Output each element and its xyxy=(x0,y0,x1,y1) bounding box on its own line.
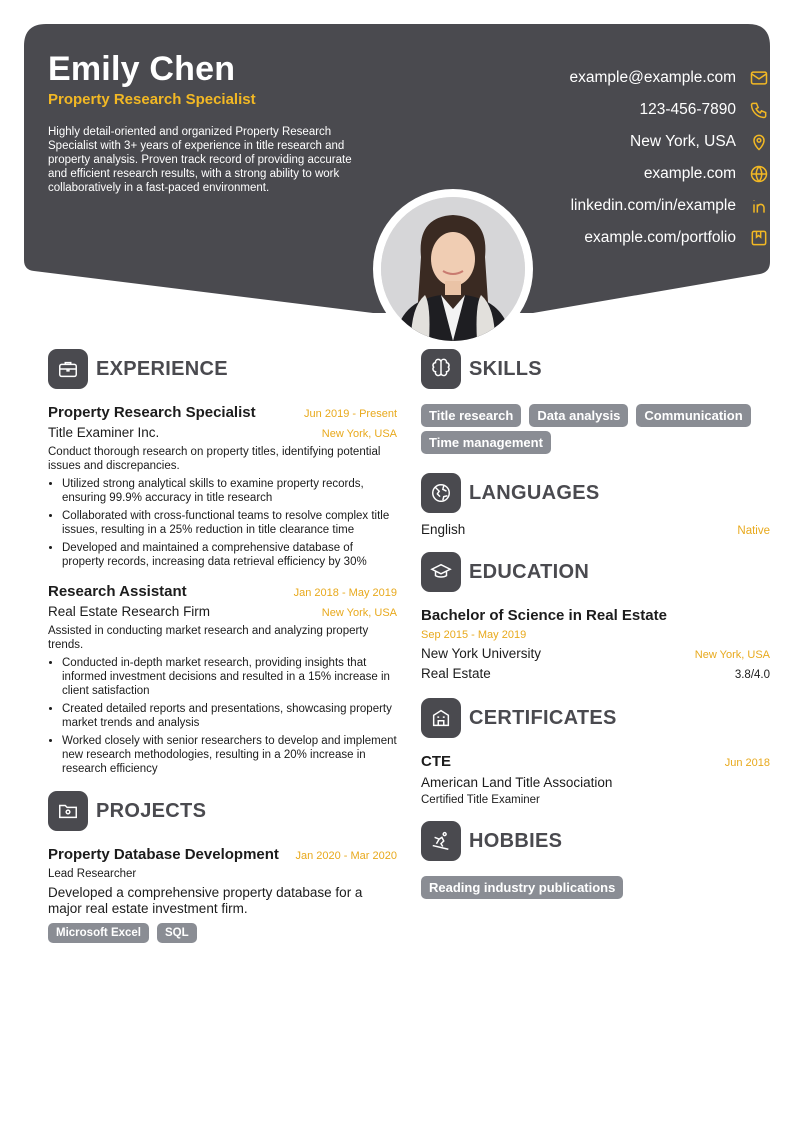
certificate-date: Jun 2018 xyxy=(724,757,770,769)
experience-item xyxy=(48,404,397,569)
globe-icon xyxy=(748,163,770,185)
job-bullet: • Conducted in-depth market research, providing insights that informed investment decisions and resulted in a 15% increase in client satisfaction xyxy=(62,656,397,698)
education-title: EDUCATION xyxy=(469,560,590,583)
hobbies-title: HOBBIES xyxy=(469,829,563,852)
gpa: 3.8/4.0 xyxy=(734,669,770,681)
language-icon xyxy=(421,473,461,513)
languages-section-header xyxy=(421,472,770,514)
education-date: Sep 2015 - May 2019 xyxy=(421,629,527,641)
contact-phone[interactable] xyxy=(440,94,770,126)
building-icon xyxy=(421,698,461,738)
profile-summary: Highly detail-oriented and organized Property Research Specialist with 3+ years of experience in title research and property analysis. Proven track record of providing accurate and efficient research results, with a strong ability to work collaboratively in a fast-paced environment. xyxy=(48,126,352,194)
skill-tag: Communication xyxy=(636,404,750,427)
job-bullet: • Developed and maintained a comprehensive database of property records, increasing data retrieval efficiency by 30% xyxy=(62,541,397,569)
candidate-name: Emily Chen xyxy=(48,50,236,88)
right-column xyxy=(421,348,770,899)
job-date: Jan 2018 - May 2019 xyxy=(293,587,397,599)
bookmark-icon xyxy=(748,227,770,249)
project-item xyxy=(48,846,397,943)
contact-portfolio-text[interactable]: example.com/portfolio xyxy=(584,229,736,246)
job-bullet: • Collaborated with cross-functional teams to resolve complex title issues, resulting in a 25% reduction in title clearance time xyxy=(62,509,397,537)
project-description: Developed a comprehensive property database for a major real estate investment firm. xyxy=(48,885,363,916)
job-role: Property Research Specialist xyxy=(48,404,256,421)
degree-name: Bachelor of Science in Real Estate xyxy=(421,607,667,624)
brain-icon xyxy=(421,349,461,389)
job-bullet: • Created detailed reports and presentations, showcasing property market trends and analysis xyxy=(62,702,397,730)
language-name: English xyxy=(421,522,466,537)
experience-item xyxy=(48,583,397,776)
mail-icon xyxy=(748,67,770,89)
certificates-title: CERTIFICATES xyxy=(469,706,617,729)
profile-photo-image xyxy=(381,197,525,341)
skill-tag: Time management xyxy=(421,431,551,454)
school-name: New York University xyxy=(421,646,542,661)
school-location: New York, USA xyxy=(694,649,770,661)
job-description: Conduct thorough research on property titles, identifying potential issues and discrepancies. xyxy=(48,446,381,472)
languages-title: LANGUAGES xyxy=(469,481,600,504)
project-tag: Microsoft Excel xyxy=(48,923,149,943)
job-location: New York, USA xyxy=(321,607,397,619)
contact-email-text[interactable]: example@example.com xyxy=(569,69,736,86)
skills-tags xyxy=(421,404,770,454)
contact-email[interactable] xyxy=(440,62,770,94)
projects-section-header xyxy=(48,790,397,832)
project-role: Lead Researcher xyxy=(48,868,137,880)
folder-icon xyxy=(48,791,88,831)
linkedin-icon xyxy=(748,195,770,217)
skiing-icon xyxy=(421,821,461,861)
contact-location-text: New York, USA xyxy=(630,133,736,150)
contact-linkedin-text[interactable]: linkedin.com/in/example xyxy=(570,197,736,214)
project-tag: SQL xyxy=(157,923,197,943)
contact-phone-text[interactable]: 123-456-7890 xyxy=(639,101,736,118)
skill-tag: Title research xyxy=(421,404,521,427)
skills-section-header xyxy=(421,348,770,390)
hobbies-section-header xyxy=(421,820,770,862)
job-date: Jun 2019 - Present xyxy=(304,408,397,420)
field-of-study: Real Estate xyxy=(421,666,491,681)
job-role: Research Assistant xyxy=(48,583,187,600)
graduation-cap-icon xyxy=(421,552,461,592)
job-bullets xyxy=(48,656,397,776)
experience-section-header xyxy=(48,348,397,390)
project-tags xyxy=(48,923,397,943)
job-company: Title Examiner Inc. xyxy=(48,425,160,440)
candidate-title: Property Research Specialist xyxy=(48,91,256,108)
certificate-issuer: American Land Title Association xyxy=(421,775,613,790)
language-item xyxy=(421,522,770,537)
job-description: Assisted in conducting market research and analyzing property trends. xyxy=(48,625,369,651)
hobby-tag: Reading industry publications xyxy=(421,876,623,899)
contact-website[interactable] xyxy=(440,158,770,190)
skills-title: SKILLS xyxy=(469,357,542,380)
certificate-item xyxy=(421,753,770,806)
job-bullets xyxy=(48,477,397,569)
education-section-header xyxy=(421,551,770,593)
job-bullet: • Utilized strong analytical skills to examine property records, ensuring 99.9% accuracy in title research xyxy=(62,477,397,505)
project-date: Jan 2020 - Mar 2020 xyxy=(295,850,397,862)
certificate-name: CTE xyxy=(421,753,451,770)
job-company: Real Estate Research Firm xyxy=(48,604,211,619)
location-pin-icon xyxy=(748,131,770,153)
job-bullet: • Worked closely with senior researchers to develop and implement new research methodologies, resulting in a 20% increase in research efficiency xyxy=(62,734,397,776)
education-item xyxy=(421,607,770,681)
contact-location xyxy=(440,126,770,158)
experience-title: EXPERIENCE xyxy=(96,357,228,380)
profile-photo xyxy=(373,189,533,349)
projects-title: PROJECTS xyxy=(96,799,207,822)
hobbies-tags xyxy=(421,876,770,899)
left-column xyxy=(48,348,397,943)
language-level: Native xyxy=(737,525,770,537)
project-name: Property Database Development xyxy=(48,846,279,863)
skill-tag: Data analysis xyxy=(529,404,628,427)
phone-icon xyxy=(748,99,770,121)
certificates-section-header xyxy=(421,697,770,739)
job-location: New York, USA xyxy=(321,428,397,440)
contact-website-text[interactable]: example.com xyxy=(643,165,736,182)
briefcase-icon xyxy=(48,349,88,389)
certificate-detail: Certified Title Examiner xyxy=(421,794,540,806)
